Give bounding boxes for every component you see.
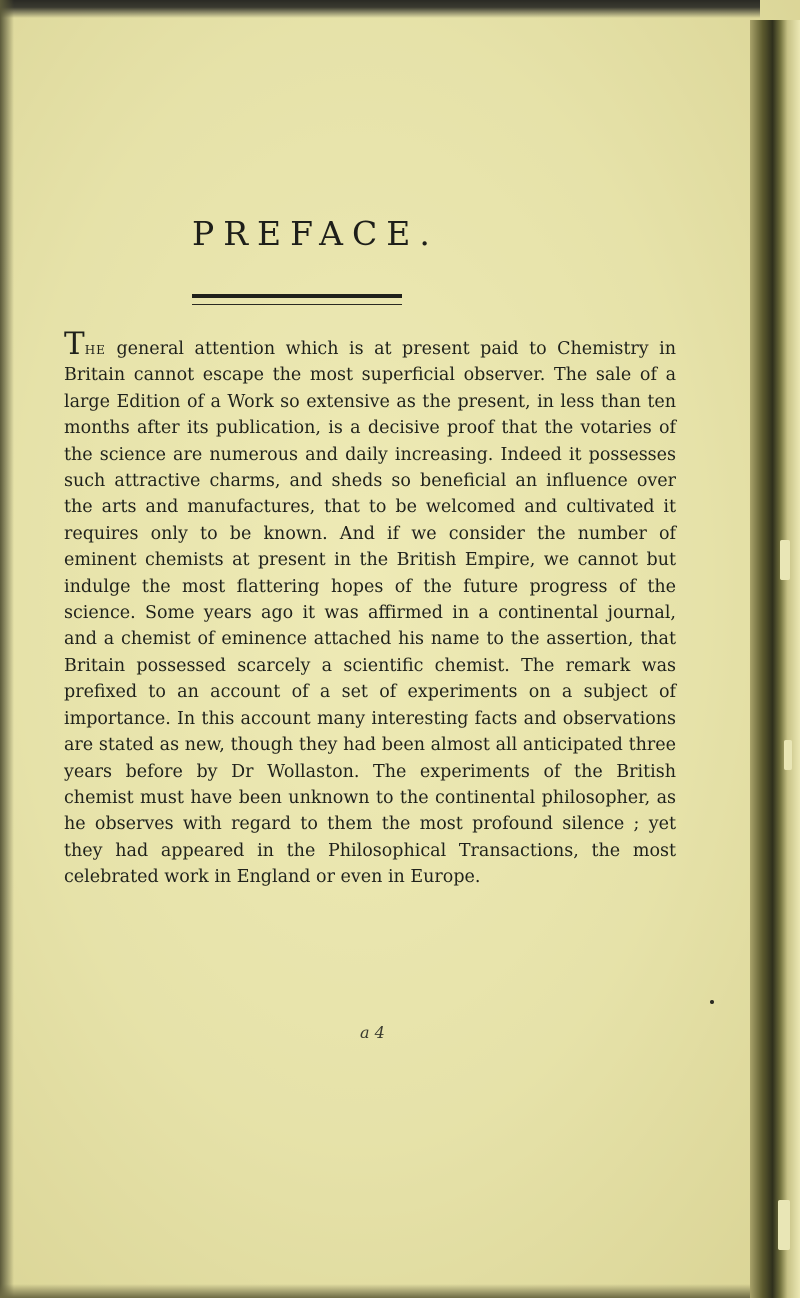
signature-mark: a 4 bbox=[360, 1023, 385, 1042]
margin-dot bbox=[710, 1000, 714, 1004]
title-rule-thin bbox=[192, 304, 402, 305]
paragraph-text: general attention which is at present paid to Chemistry in Britain cannot escape the most superficial observer. The sale of a large Edition of a Work so extensive as the present, in less than ten months after its publication, is a decisive proof that the votaries of the science are numerous and daily increasing. Indeed it possesses such attractive charms, and sheds so beneficial an influence over the arts and manufactures, that to be welcomed and cultivated it requires only to be known. And if we consider the number of eminent chemists at present in the British Empire, we cannot but indulge the most flattering hopes of the future progress of the science. Some years ago it was affirmed in a continental journal, and a chemist of eminence attached his name to the assertion, that Britain possessed scarcely a scientific chemist. The remark was prefixed to an account of a set of experiments on a subject of importance. In this account many interesting facts and observations are stated as new, though they had been almost all anticipated three years before by Dr Wollaston. The experiments of the British chemist must have been unknown to the continental philosopher, as he observes with regard to them the most profound silence ; yet they had appeared in the Philosophical Transactions, the most celebrated work in England or even in Europe. bbox=[64, 339, 676, 888]
page-bottom-edge bbox=[0, 1284, 800, 1298]
first-word-rest: he bbox=[84, 339, 106, 359]
spine-flake bbox=[784, 740, 792, 770]
preface-paragraph bbox=[64, 326, 676, 891]
book-spine-gutter bbox=[750, 20, 800, 1298]
title-rule-thick bbox=[192, 294, 402, 298]
page-top-edge bbox=[0, 0, 760, 18]
spine-flake bbox=[780, 540, 790, 580]
page-title: PREFACE. bbox=[192, 214, 439, 253]
page-left-edge bbox=[0, 0, 14, 1298]
drop-cap-initial: T bbox=[64, 326, 85, 362]
spine-flake bbox=[778, 1200, 790, 1250]
